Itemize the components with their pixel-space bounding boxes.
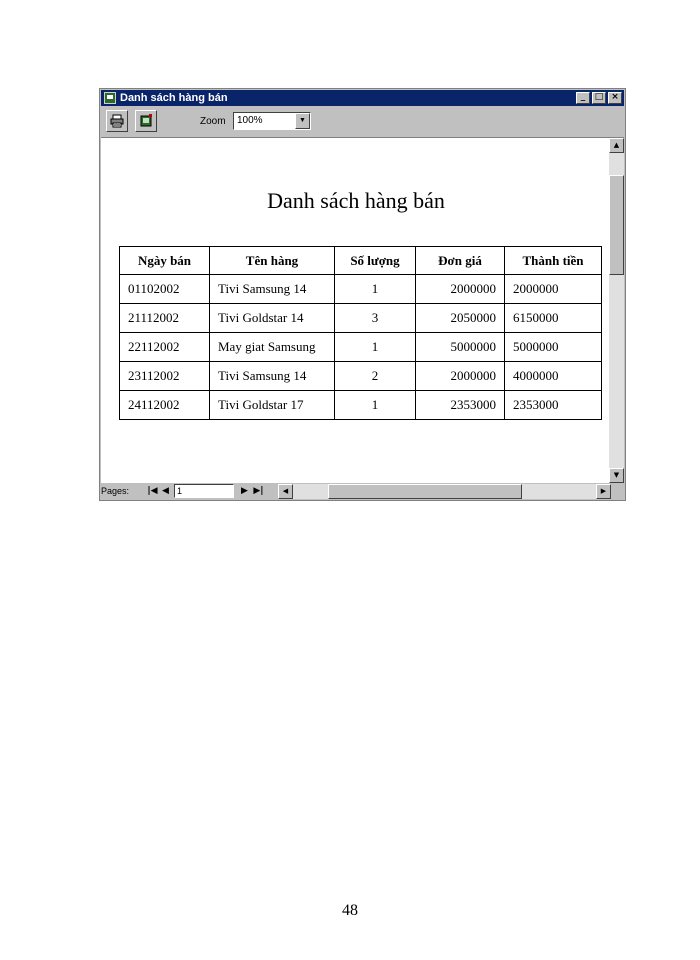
table-row [120, 304, 602, 333]
zoom-select[interactable] [233, 112, 311, 130]
chevron-down-icon[interactable]: ▼ [295, 113, 310, 129]
cell-quantity: 3 [335, 304, 416, 333]
report-preview-window [99, 88, 626, 501]
column-header: Tên hàng [210, 247, 335, 275]
table-header-row [120, 247, 602, 275]
cell-product: Tivi Samsung 14 [210, 275, 335, 304]
cell-total: 4000000 [505, 362, 602, 391]
close-preview-button[interactable] [135, 110, 157, 132]
cell-product: Tivi Goldstar 14 [210, 304, 335, 333]
close-button[interactable]: × [608, 92, 622, 104]
cell-unit-price: 2353000 [416, 391, 505, 420]
window-title: Danh sách hàng bán [120, 92, 228, 104]
maximize-button[interactable]: □ [592, 92, 606, 104]
zoom-label: Zoom [200, 116, 226, 127]
next-page-icon[interactable]: ▶ [241, 486, 248, 496]
cell-unit-price: 5000000 [416, 333, 505, 362]
scroll-right-icon[interactable]: ▶ [596, 484, 611, 499]
toolbar [101, 107, 624, 138]
cell-date: 21112002 [120, 304, 210, 333]
column-header: Ngày bán [120, 247, 210, 275]
cell-date: 22112002 [120, 333, 210, 362]
cell-product: May giat Samsung [210, 333, 335, 362]
cell-quantity: 1 [335, 275, 416, 304]
pages-label: Pages: [101, 486, 130, 496]
zoom-value: 100% [237, 115, 263, 126]
previous-page-icon[interactable]: ◀ [162, 486, 169, 496]
cell-date: 23112002 [120, 362, 210, 391]
column-header: Thành tiền [505, 247, 602, 275]
report-title: Danh sách hàng bán [267, 188, 445, 213]
close-preview-icon [139, 114, 153, 128]
table-row [120, 333, 602, 362]
table-row [120, 362, 602, 391]
report-table [119, 246, 602, 420]
cell-total: 5000000 [505, 333, 602, 362]
cell-total: 2353000 [505, 391, 602, 420]
cell-total: 2000000 [505, 275, 602, 304]
cell-product: Tivi Goldstar 17 [210, 391, 335, 420]
cell-unit-price: 2050000 [416, 304, 505, 333]
horizontal-scroll-thumb[interactable] [328, 484, 522, 499]
cell-product: Tivi Samsung 14 [210, 362, 335, 391]
horizontal-scrollbar[interactable] [278, 484, 611, 499]
last-page-icon[interactable]: ▶| [253, 486, 264, 496]
cell-unit-price: 2000000 [416, 275, 505, 304]
vertical-scrollbar[interactable] [609, 138, 624, 483]
column-header: Số lượng [335, 247, 416, 275]
cell-total: 6150000 [505, 304, 602, 333]
app-icon [104, 92, 116, 104]
print-button[interactable] [106, 110, 128, 132]
minimize-button[interactable]: _ [576, 92, 590, 104]
cell-date: 24112002 [120, 391, 210, 420]
scroll-down-icon[interactable]: ▼ [609, 468, 624, 483]
page-number-input[interactable]: 1 [174, 484, 234, 498]
document-page-number: 48 [342, 902, 358, 919]
cell-quantity: 1 [335, 333, 416, 362]
cell-unit-price: 2000000 [416, 362, 505, 391]
report-page [101, 138, 611, 483]
column-header: Đơn giá [416, 247, 505, 275]
scroll-left-icon[interactable]: ◀ [278, 484, 293, 499]
vertical-scroll-thumb[interactable] [609, 175, 624, 275]
table-row [120, 391, 602, 420]
page-navigation-bar [101, 483, 624, 500]
cell-quantity: 1 [335, 391, 416, 420]
title-bar[interactable] [101, 90, 624, 106]
cell-date: 01102002 [120, 275, 210, 304]
table-row [120, 275, 602, 304]
printer-icon [110, 114, 124, 128]
first-page-icon[interactable]: |◀ [147, 486, 158, 496]
scroll-up-icon[interactable]: ▲ [609, 138, 624, 153]
cell-quantity: 2 [335, 362, 416, 391]
